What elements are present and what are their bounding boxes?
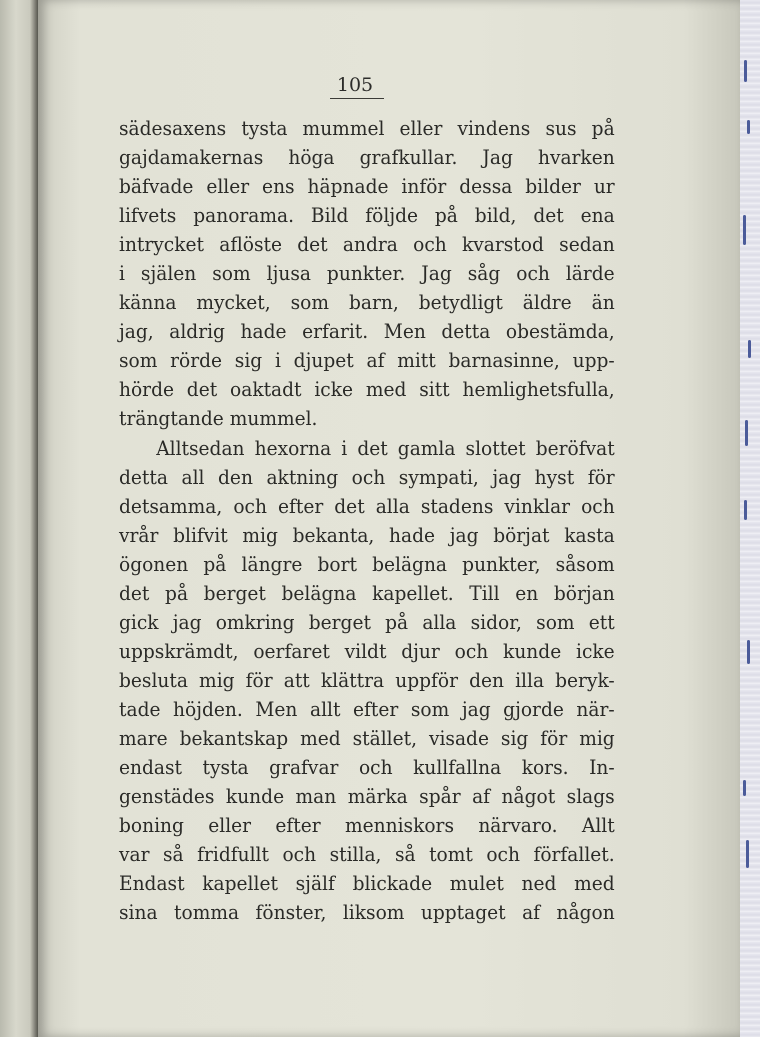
text-line: som rörde sig i djupet af mitt barnasinne, upp- xyxy=(119,348,615,373)
text-line: mare bekantskap med stället, visade sig för mig xyxy=(119,725,615,750)
text-line: genstädes kunde man märka spår af något slags xyxy=(119,784,615,809)
text-line: Endast kapellet själf blickade mulet ned med xyxy=(119,871,615,896)
book-fore-edge xyxy=(738,0,760,1037)
text-line: gick jag omkring berget på alla sidor, som ett xyxy=(119,609,615,634)
text-line: besluta mig för att klättra uppför den illa beryk- xyxy=(119,667,615,692)
text-line: uppskrämdt, oerfaret vildt djur och kunde icke xyxy=(119,638,615,663)
text-line: boning eller efter menniskors närvaro. Allt xyxy=(119,813,615,838)
page-text xyxy=(119,114,615,927)
text-line: hörde det oaktadt icke med sitt hemlighetsfulla, xyxy=(119,377,615,402)
edge-ink-mark xyxy=(748,340,751,358)
text-line: känna mycket, som barn, betydligt äldre än xyxy=(119,290,615,315)
text-line: intrycket aflöste det andra och kvarstod sedan xyxy=(119,232,615,257)
edge-ink-mark xyxy=(744,60,747,82)
text-line: tade höjden. Men allt efter som jag gjorde när- xyxy=(119,696,615,721)
text-line: gajdamakernas höga grafkullar. Jag hvarken xyxy=(119,145,615,170)
text-line: ögonen på längre bort belägna punkter, såsom xyxy=(119,551,615,576)
edge-ink-mark xyxy=(745,420,748,446)
text-line: endast tysta grafvar och kullfallna kors. In- xyxy=(119,755,615,780)
page-number-rule xyxy=(330,98,384,99)
page-number: 105 xyxy=(336,74,374,96)
edge-ink-mark xyxy=(747,120,750,134)
edge-ink-mark xyxy=(743,780,746,796)
text-line: detta all den aktning och sympati, jag hyst för xyxy=(119,464,615,489)
edge-ink-mark xyxy=(744,500,747,520)
text-line: jag, aldrig hade erfarit. Men detta obestämda, xyxy=(119,319,615,344)
text-line: Alltsedan hexorna i det gamla slottet beröfvat xyxy=(156,435,615,460)
edge-ink-mark xyxy=(746,840,749,868)
text-line: trängtande mummel. xyxy=(119,406,318,431)
text-line: det på berget belägna kapellet. Till en början xyxy=(119,580,615,605)
text-line: lifvets panorama. Bild följde på bild, det ena xyxy=(119,203,615,228)
text-line: bäfvade eller ens häpnade inför dessa bilder ur xyxy=(119,174,615,199)
text-line: sädesaxens tysta mummel eller vindens sus på xyxy=(119,116,615,140)
text-line: sina tomma fönster, liksom upptaget af någon xyxy=(119,900,615,925)
edge-ink-mark xyxy=(743,215,746,245)
text-line: detsamma, och efter det alla stadens vinklar och xyxy=(119,493,615,518)
text-line: var så fridfullt och stilla, så tomt och förfallet. xyxy=(119,842,615,867)
text-line: vrår blifvit mig bekanta, hade jag börjat kasta xyxy=(119,522,615,547)
previous-page-edge xyxy=(0,0,40,1037)
text-line: i själen som ljusa punkter. Jag såg och lärde xyxy=(119,261,615,286)
edge-ink-mark xyxy=(747,640,750,664)
